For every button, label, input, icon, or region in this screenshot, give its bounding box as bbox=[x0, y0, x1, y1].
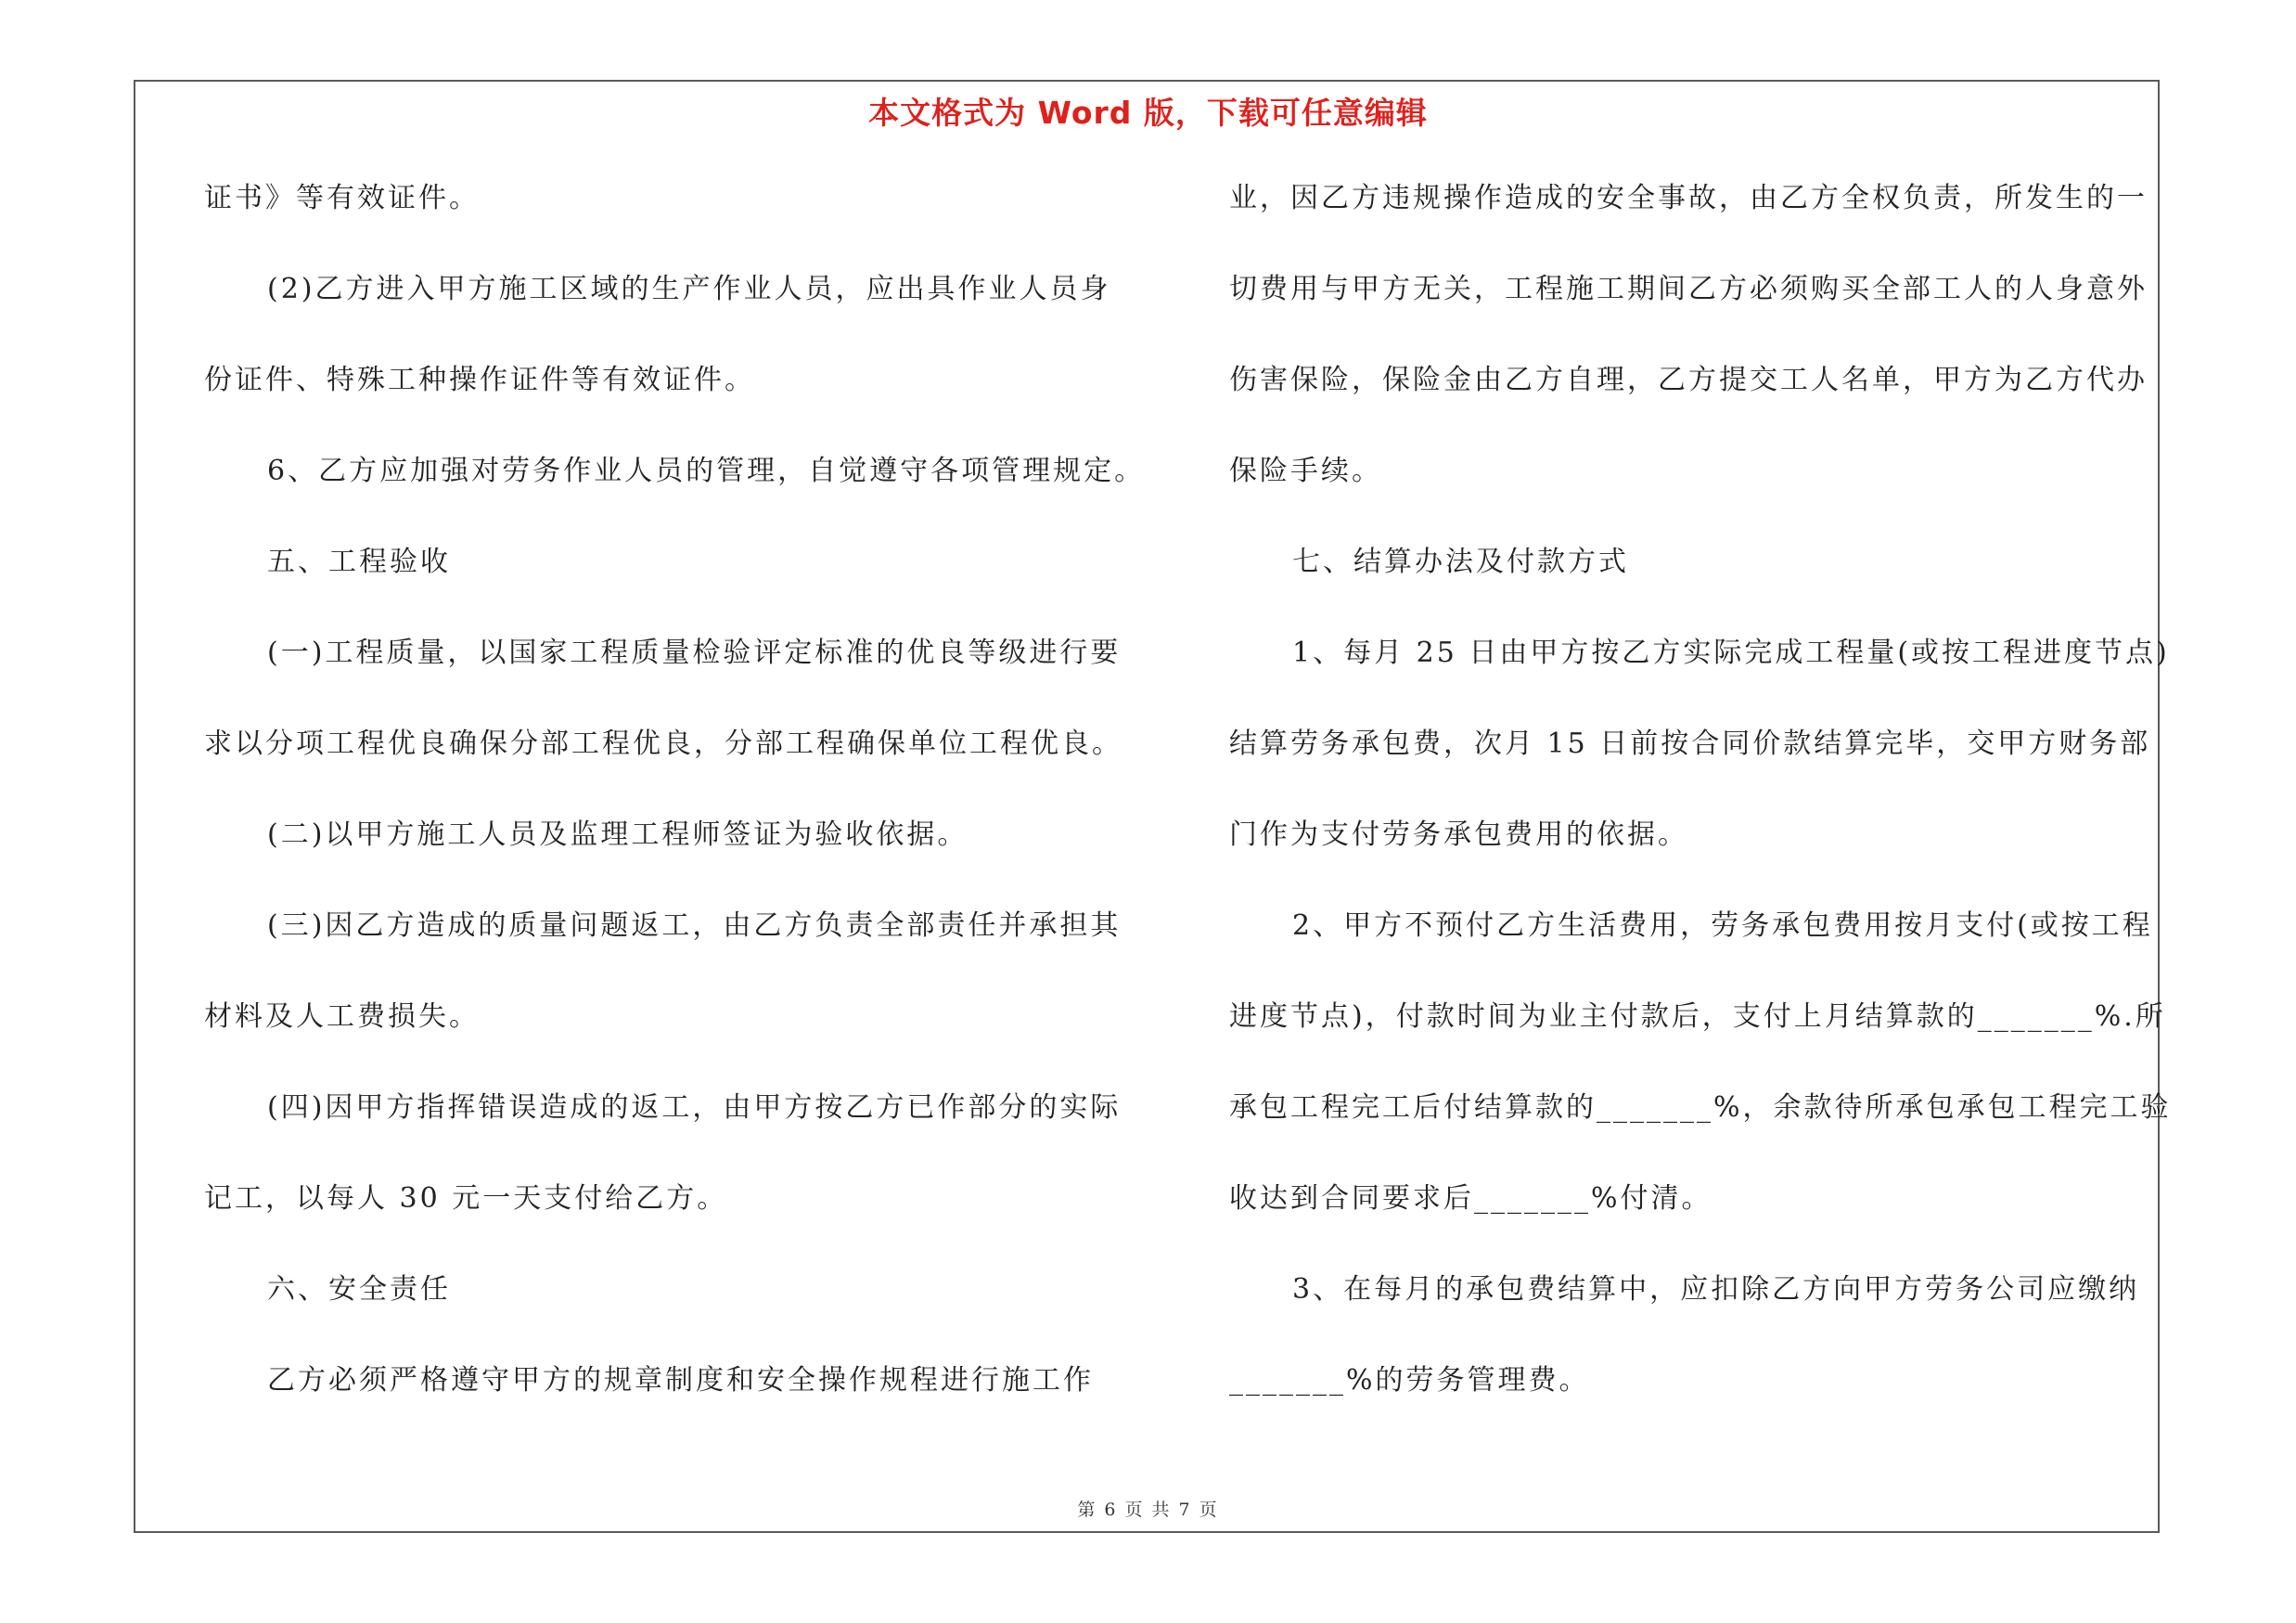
paragraph-line: _______%的劳务管理费。 bbox=[1229, 1364, 1590, 1397]
paragraph-line: 份证件、特殊工种操作证件等有效证件。 bbox=[204, 364, 755, 396]
paragraph-line: (三)因乙方造成的质量问题返工，由乙方负责全部责任并承担其 bbox=[267, 909, 1122, 942]
left-column bbox=[204, 180, 1169, 1453]
paragraph-line: 业，因乙方违规操作造成的安全事故，由乙方全权负责，所发生的一 bbox=[1229, 182, 2148, 214]
paragraph-line: 3、在每月的承包费结算中，应扣除乙方向甲方劳务公司应缴纳 bbox=[1292, 1273, 2140, 1306]
paragraph-line: (一)工程质量，以国家工程质量检验评定标准的优良等级进行要 bbox=[267, 637, 1122, 669]
paragraph-line: 保险手续。 bbox=[1229, 455, 1382, 487]
paragraph-line: 六、安全责任 bbox=[267, 1273, 451, 1306]
paragraph-line: (2)乙方进入甲方施工区域的生产作业人员，应出具作业人员身 bbox=[267, 273, 1111, 305]
paragraph-line: 承包工程完工后付结算款的_______%，余款待所承包承包工程完工验 bbox=[1229, 1091, 2172, 1124]
paragraph-line: 收达到合同要求后_______%付清。 bbox=[1229, 1182, 1712, 1215]
paragraph-line: 伤害保险，保险金由乙方自理，乙方提交工人名单，甲方为乙方代办 bbox=[1229, 364, 2148, 396]
paragraph-line: 2、甲方不预付乙方生活费用，劳务承包费用按月支付(或按工程 bbox=[1292, 909, 2153, 942]
paragraph-line: 1、每月 25 日由甲方按乙方实际完成工程量(或按工程进度节点) bbox=[1292, 637, 2170, 669]
paragraph-line: 结算劳务承包费，次月 15 日前按合同价款结算完毕，交甲方财务部 bbox=[1229, 728, 2151, 760]
paragraph-line: 6、乙方应加强对劳务作业人员的管理，自觉遵守各项管理规定。 bbox=[267, 455, 1146, 487]
paragraph-line: 求以分项工程优良确保分部工程优良，分部工程确保单位工程优良。 bbox=[204, 728, 1122, 760]
paragraph-line: 乙方必须严格遵守甲方的规章制度和安全操作规程进行施工作 bbox=[267, 1364, 1094, 1397]
paragraph-line: 进度节点)，付款时间为业主付款后，支付上月结算款的_______%.所 bbox=[1229, 1000, 2166, 1033]
format-banner: 本文格式为 Word 版，下载可任意编辑 bbox=[868, 95, 1428, 131]
paragraph-line: (二)以甲方施工人员及监理工程师签证为验收依据。 bbox=[267, 818, 968, 851]
paragraph-line: 五、工程验收 bbox=[267, 546, 451, 578]
page-number: 第 6 页 共 7 页 bbox=[1077, 1500, 1219, 1520]
paragraph-line: 记工，以每人 30 元一天支付给乙方。 bbox=[204, 1182, 728, 1215]
paragraph-line: (四)因甲方指挥错误造成的返工，由甲方按乙方已作部分的实际 bbox=[267, 1091, 1122, 1124]
paragraph-line: 七、结算办法及付款方式 bbox=[1292, 546, 1629, 578]
paragraph-line: 材料及人工费损失。 bbox=[204, 1000, 480, 1033]
paragraph-line: 切费用与甲方无关，工程施工期间乙方必须购买全部工人的人身意外 bbox=[1229, 273, 2148, 305]
right-column bbox=[1229, 180, 2172, 1453]
paragraph-line: 门作为支付劳务承包费用的依据。 bbox=[1229, 818, 1688, 851]
paragraph-line: 证书》等有效证件。 bbox=[204, 182, 480, 214]
